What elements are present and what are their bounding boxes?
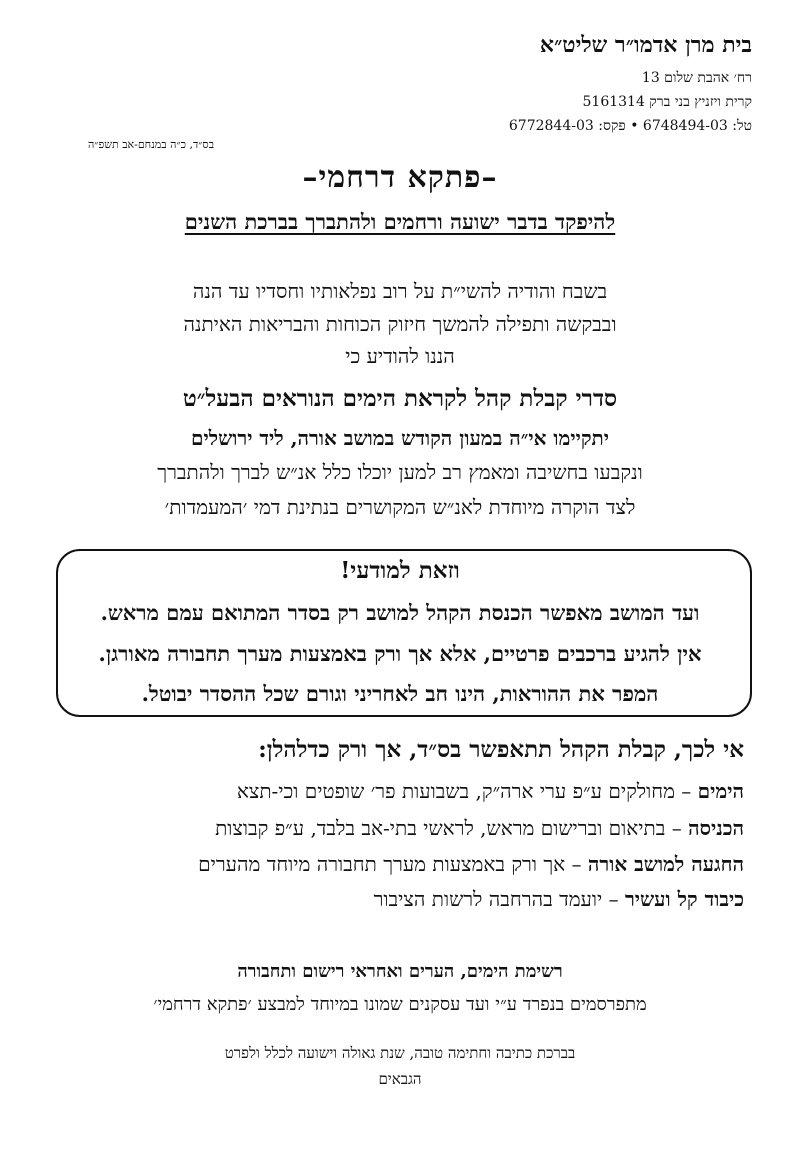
- schedule-item-text: – מחולקים ע״פ ערי ארה״ק, בשבועות פר׳ שופטים וכי-תצא: [236, 779, 698, 803]
- notice-line-3: המפר את ההוראות, הינו חב לאחריני וגורם שכל ההסדר יבוטל.: [141, 681, 659, 706]
- intro-line-6: ונקבעו בחשיבה ומאמץ רב למען יוכלו כלל אנ״ש לברך ולהתברך: [157, 460, 643, 484]
- reception-heading: סדרי קבלת קהל לקראת הימים הנוראים הבעל״ט: [182, 385, 618, 412]
- schedule-item: [237, 779, 744, 804]
- registration-line-1: רשימת הימים, הערים ואחראי רישום ותחבורה: [237, 961, 563, 982]
- notice-line-1: ועד המושב מאפשר הכנסת הקהל למושב רק בסדר המתואם עמם מראש.: [100, 600, 700, 625]
- schedule-item: [215, 816, 744, 841]
- registration-line-2: מתפרסמים בנפרד ע״י ועד עסקנים שמונו במיוחד למבצע ׳פתקא דרחמי׳: [153, 994, 647, 1015]
- schedule-item: [198, 852, 744, 877]
- schedule-item-text: – אך ורק באמצעות מערך תחבורה מיוחד מהערים: [198, 852, 588, 876]
- schedule-item-label: הכניסה: [688, 816, 744, 840]
- intro-line-3: הננו להודיע כי: [345, 344, 455, 368]
- intro-line-1: בשבח והודיה להשי״ת על רוב נפלאותיו וחסדיו עד הנה: [192, 279, 608, 303]
- signature: הגבאים: [378, 1070, 422, 1088]
- schedule-item-text: – בתיאום וברישום מראש, לראשי בתי-אב בלבד, ע״פ קבוצות: [215, 816, 689, 840]
- schedule-item: [374, 887, 744, 912]
- closing-blessing: בברכת כתיבה וחתימה טובה, שנת גאולה וישועה לכלל ולפרט: [224, 1044, 576, 1062]
- header-street: רח׳ אהבת שלום 13: [641, 70, 752, 86]
- schedule-item-label: החגעה למושב אורה: [587, 852, 744, 876]
- schedule-item-text: – יועמד בהרחבה לרשות הציבור: [373, 887, 625, 911]
- date-line: בס״ד, כ״ה במנחם-אב תשפ״ה: [87, 138, 214, 151]
- schedule-heading: אי לכך, קבלת הקהל תתאפשר בס״ד, אך ורק כדלהלן:: [258, 736, 744, 763]
- page-subtitle: להיפקד בדבר ישועה ורחמים ולהתברך בברכת השנים: [184, 209, 616, 234]
- intro-location-line: יתקיימו אי״ה במעון הקודש במושב אורה, ליד ירושלים: [191, 426, 609, 450]
- intro-line-2: ובבקשה ותפילה להמשך חיזוק הכוחות והבריאות האיתנה: [183, 312, 617, 336]
- header-city: קרית ויזניץ בני ברק 5161314: [582, 94, 752, 110]
- header-title: בית מרן אדמו״ר שליט״א: [539, 32, 752, 58]
- notice-line-2: אין להגיע ברכבים פרטיים, אלא אך ורק באמצעות מערך תחבורה מאורגן.: [98, 641, 702, 666]
- notice-title: וזאת למודעי!: [340, 557, 460, 584]
- schedule-item-label: כיבוד קל ועשיר: [624, 887, 744, 911]
- header-phones: טל: 6748494-03 • פקס: 6772844-03: [508, 118, 752, 134]
- page-title: –פתקא דרחמי–: [302, 160, 498, 195]
- intro-line-7: לצד הוקרה מיוחדת לאנ״ש המקושרים בנתינת דמי ׳המעמדות׳: [164, 495, 636, 519]
- schedule-item-label: הימים: [697, 779, 744, 803]
